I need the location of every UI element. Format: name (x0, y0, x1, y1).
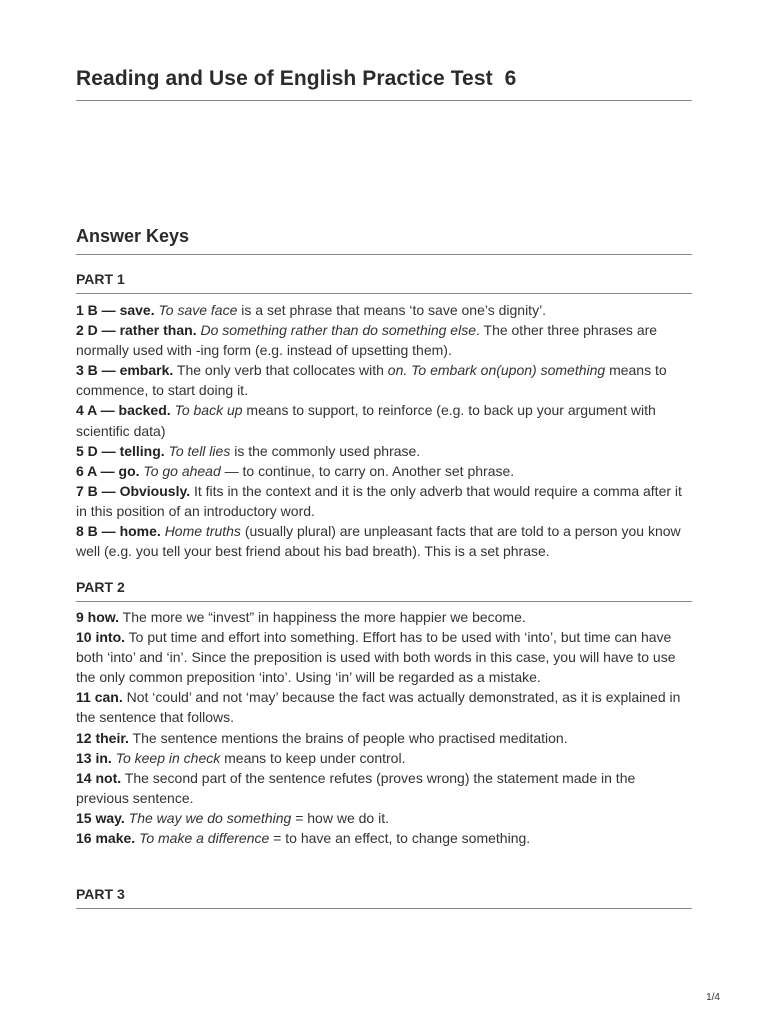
answer-phrase: on. To embark on(upon) something (387, 362, 606, 379)
answer-text: The more we “invest” in happiness the more happier we become. (119, 609, 526, 625)
section-title: Answer Keys (76, 226, 190, 246)
answer-key: 14 not. (76, 769, 122, 786)
answer-key: 9 how. (76, 609, 120, 625)
answer-phrase: To make a difference (139, 830, 270, 847)
page-number: 1/4 (706, 992, 720, 1003)
answer-key: 16 make. (76, 830, 136, 847)
answer-text: = to have an effect, to change something. (269, 830, 531, 847)
answer-key: 5 D — telling. (76, 442, 165, 459)
answer-text: To put time and effort into something. Effort has to be used with ‘into’, but time can have both ‘into’ and ‘in’. Since the preposition is used with both words in this case, you will have to use the only common preposition ‘into’. Using ‘in’ will be regarded as a mistake. (76, 629, 676, 686)
answer-entry (76, 828, 692, 848)
answer-key: 13 in. (76, 749, 112, 766)
part-2-heading: PART 2 (76, 579, 125, 595)
answer-text: The sentence mentions the brains of people who practised meditation. (128, 729, 568, 746)
answer-text: means to support, to reinforce (e.g. to back up your argument with scientific data) (76, 402, 656, 439)
answer-key: 15 way. (76, 809, 125, 826)
answer-key: 4 A — backed. (76, 402, 171, 419)
answer-key: 11 can. (76, 689, 123, 706)
answer-phrase: To go ahead (143, 462, 221, 479)
answer-entry (76, 320, 692, 360)
answer-text: is a set phrase that means ‘to save one’s dignity’. (237, 302, 547, 318)
answer-entry (76, 728, 692, 748)
answer-entry (76, 748, 692, 768)
section-divider (76, 254, 692, 255)
answer-entry (76, 607, 692, 627)
answer-text: means to commence, to start doing it. (76, 362, 667, 399)
answer-key: 12 their. (76, 729, 129, 746)
answer-text: The second part of the sentence refutes (proves wrong) the statement made in the previous sentence. (76, 769, 636, 806)
answer-key: 6 A — go. (76, 462, 140, 479)
answer-entry (76, 687, 692, 727)
part-3-heading: PART 3 (76, 886, 125, 902)
answer-entry (76, 360, 692, 400)
answer-text: is the commonly used phrase. (230, 442, 421, 459)
answer-key: 2 D — rather than. (76, 322, 197, 339)
part-2-answers (76, 607, 692, 848)
part-3-divider (76, 908, 692, 909)
answer-entry (76, 521, 692, 561)
answer-entry (76, 441, 692, 461)
part-1-answers (76, 300, 692, 561)
answer-text: (usually plural) are unpleasant facts that are told to a person you know well (e.g. you tell your best friend about his bad breath). This is a set phrase. (76, 523, 681, 560)
answer-text: means to keep under control. (220, 749, 406, 766)
answer-entry (76, 768, 692, 808)
answer-phrase: The way we do something (128, 809, 292, 826)
answer-text: = how we do it. (291, 809, 389, 826)
answer-text: Not ‘could’ and not ‘may’ because the fact was actually demonstrated, as it is explained in the sentence that follows. (76, 689, 681, 726)
answer-phrase: To back up (174, 402, 243, 419)
answer-key: 10 into. (76, 629, 126, 646)
document-title: Reading and Use of English Practice Test 6 (76, 67, 517, 90)
part-1-divider (76, 293, 692, 294)
answer-key: 8 B — home. (76, 523, 161, 540)
answer-phrase: To keep in check (115, 749, 221, 766)
answer-entry (76, 461, 692, 481)
answer-text: The only verb that collocates with (173, 362, 388, 379)
answer-phrase: Home truths (164, 523, 241, 540)
answer-phrase: To save face (158, 302, 238, 318)
answer-key: 7 B — Obviously. (76, 482, 191, 499)
answer-phrase: Do something rather than do something else (200, 322, 476, 339)
answer-entry (76, 627, 692, 687)
answer-text: . The other three phrases are normally used with -ing form (e.g. instead of upsetting them). (76, 322, 658, 359)
part-1-heading: PART 1 (76, 271, 125, 287)
answer-entry (76, 400, 692, 440)
answer-phrase: To tell lies (168, 442, 231, 459)
answer-key: 1 B — save. (76, 302, 155, 318)
part-2-divider (76, 601, 692, 602)
answer-text: — to continue, to carry on. Another set phrase. (220, 462, 515, 479)
answer-entry (76, 300, 692, 320)
title-divider (76, 100, 692, 101)
answer-entry (76, 808, 692, 828)
answer-key: 3 B — embark. (76, 362, 174, 379)
answer-text: It fits in the context and it is the only adverb that would require a comma after it in this position of an introductory word. (76, 482, 682, 519)
answer-entry (76, 481, 692, 521)
